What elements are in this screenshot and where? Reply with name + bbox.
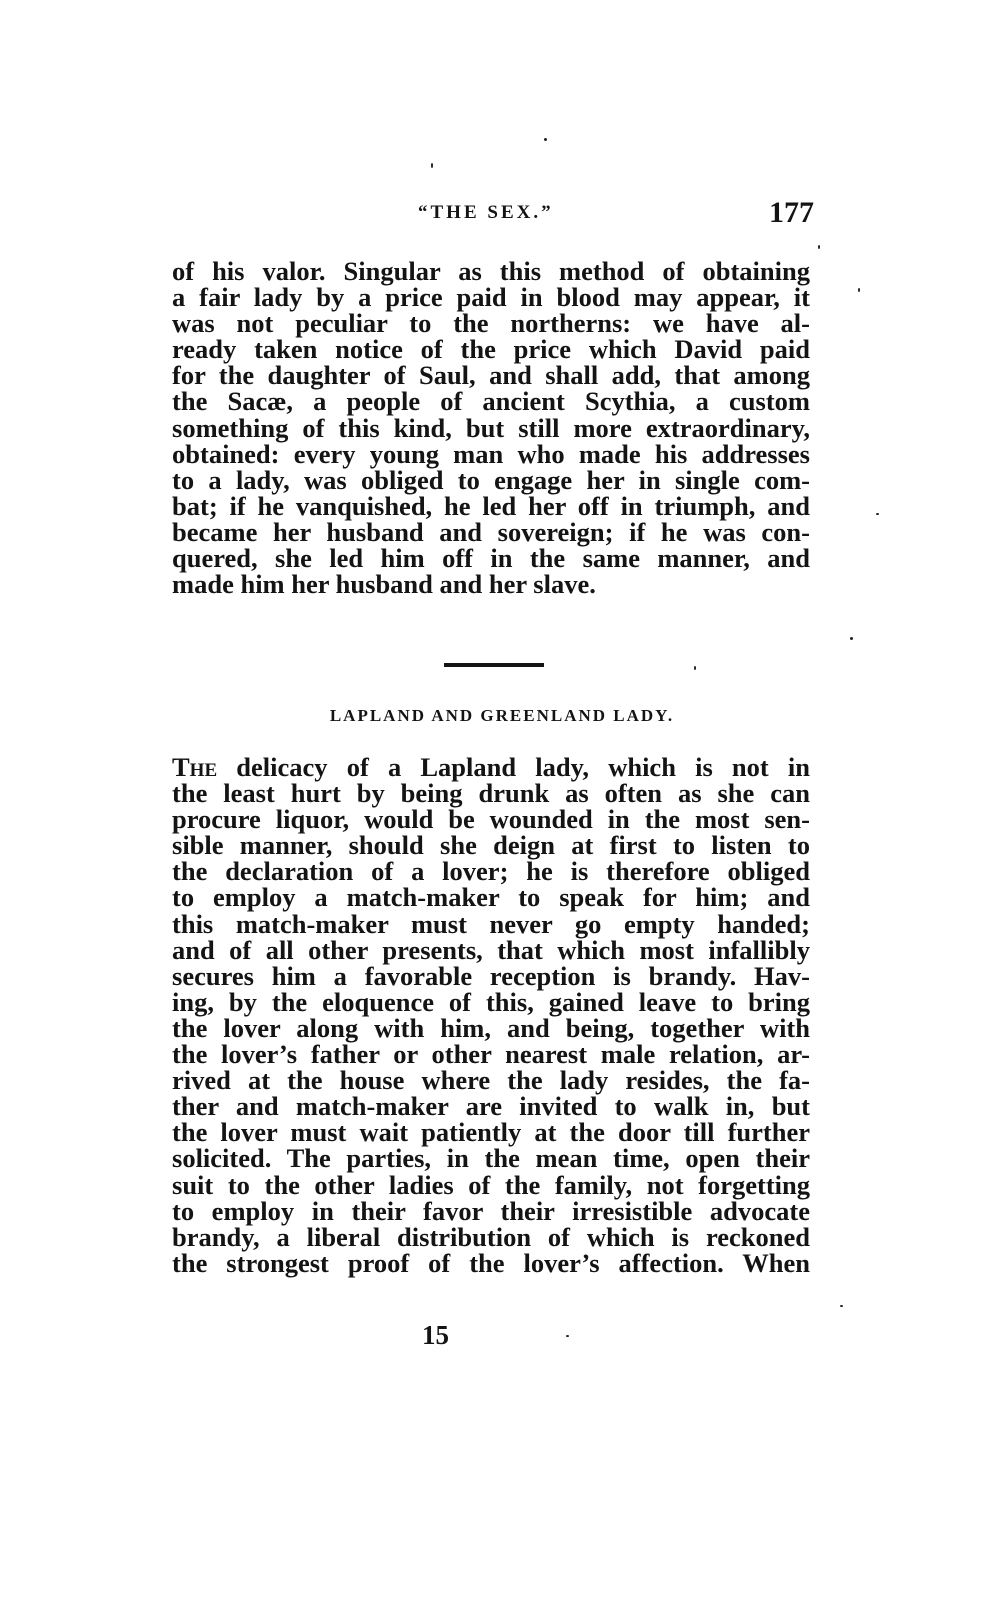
signature-mark: 15 [422, 1320, 449, 1350]
text-line: this match-maker must never go empty handed; [172, 908, 810, 939]
text-line: the lover along with him, and being, together with [172, 1012, 810, 1043]
scan-speck [694, 666, 696, 670]
opening-word: The [172, 752, 218, 782]
text-line: to employ a match-maker to speak for him; and [172, 882, 810, 913]
text-line: the Sacæ, a people of ancient Scythia, a custom [172, 386, 810, 417]
text-line: and of all other presents, that which most infallibly [172, 934, 810, 965]
scan-speck [876, 513, 879, 515]
text-line: procure liquor, would be wounded in the most sen- [172, 804, 810, 835]
text-line: quered, she led him off in the same manner, and [172, 543, 810, 574]
text-line-first [172, 754, 810, 780]
text-line: ing, by the eloquence of this, gained leave to bring [172, 986, 810, 1017]
text-line: became her husband and sovereign; if he was con- [172, 516, 810, 547]
text-line: the least hurt by being drunk as often as she can [172, 778, 810, 809]
text-line: made him her husband and her slave. [172, 569, 596, 600]
running-header [168, 198, 818, 232]
text-line: a fair lady by a price paid in blood may appear, it [172, 282, 810, 313]
scan-speck [850, 637, 853, 640]
section-heading: LAPLAND AND GREENLAND LADY. [329, 706, 675, 725]
scan-speck [840, 1305, 843, 1307]
scan-speck [858, 288, 860, 292]
section-divider-rule [444, 663, 544, 667]
text-line: for the daughter of Saul, and shall add, that among [172, 360, 810, 391]
text-line: of his valor. Singular as this method of obtaining [172, 256, 810, 286]
text-line: rived at the house where the lady resides, the fa- [172, 1065, 810, 1096]
page-number: 177 [769, 196, 814, 229]
text-line: the declaration of a lover; he is therefore obliged [172, 856, 810, 887]
text-line: solicited. The parties, in the mean time, open their [172, 1143, 810, 1174]
text-line: to employ in their favor their irresistible advocate [172, 1195, 810, 1226]
text-line: bat; if he vanquished, he led her off in triumph, and [172, 490, 810, 521]
continuation-paragraph [172, 256, 810, 600]
running-title: “THE SEX.” [418, 202, 554, 223]
scan-speck [818, 245, 820, 249]
text-line: brandy, a liberal distribution of which is reckoned [172, 1221, 810, 1252]
text-line: the strongest proof of the lover’s affection. When [172, 1247, 810, 1278]
text-line: something of this kind, but still more extraordinary, [172, 412, 810, 443]
text-line: suit to the other ladies of the family, not forgetting [172, 1169, 810, 1200]
text-line: ready taken notice of the price which David paid [172, 334, 810, 365]
scan-speck [431, 163, 433, 168]
text-line: the lover’s father or other nearest male relation, ar- [172, 1039, 810, 1070]
scan-speck [544, 138, 547, 141]
first-line-rest: delicacy of a Lapland lady, which is not in [217, 752, 810, 782]
text-line: the lover must wait patiently at the door till further [172, 1117, 810, 1148]
text-line: ther and match-maker are invited to walk in, but [172, 1091, 810, 1122]
text-line: was not peculiar to the northerns: we have al- [172, 308, 810, 339]
text-line: secures him a favorable reception is brandy. Hav- [172, 960, 810, 991]
text-line: sible manner, should she deign at first to listen to [172, 830, 810, 861]
text-line: to a lady, was obliged to engage her in single com- [172, 464, 810, 495]
scan-speck [566, 1335, 569, 1337]
section-paragraph [172, 754, 810, 1276]
text-line: obtained: every young man who made his addresses [172, 438, 810, 469]
